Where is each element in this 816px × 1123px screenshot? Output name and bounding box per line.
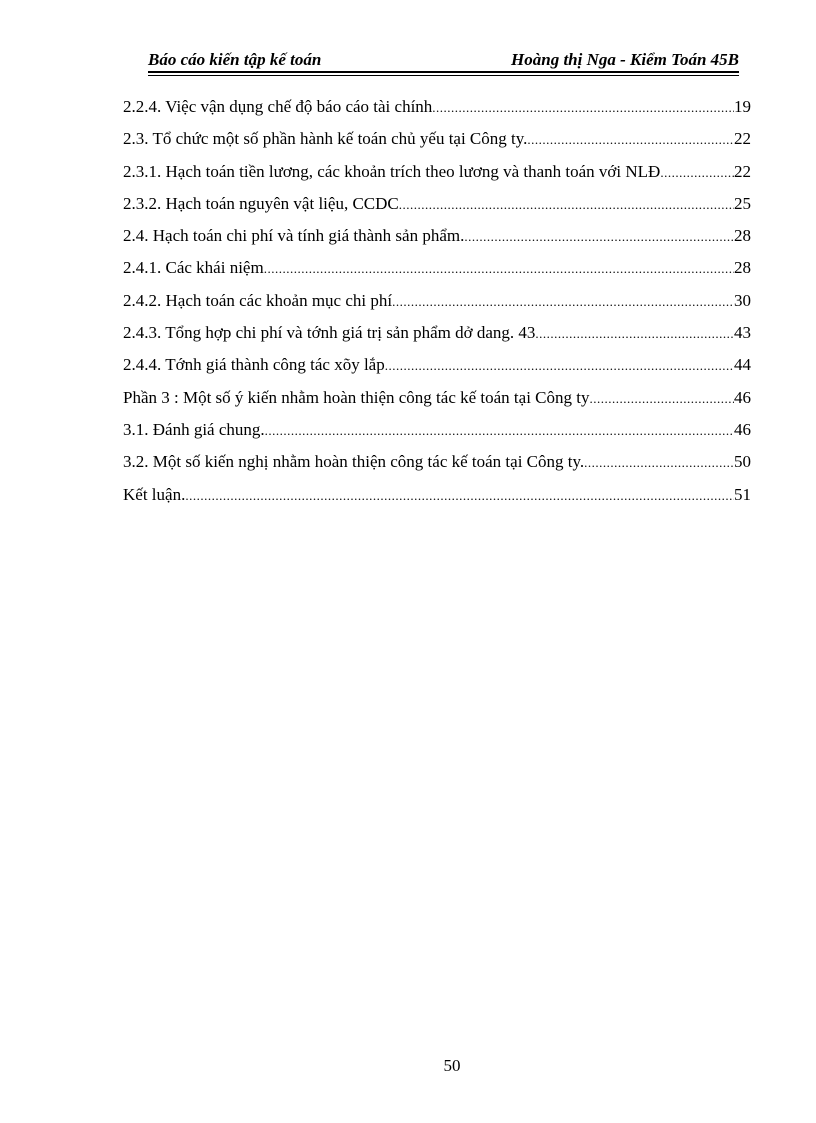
toc-entry-title: 2.4.2. Hạch toán các khoản mục chi phí — [123, 290, 393, 310]
toc-entry — [123, 224, 751, 256]
toc-entry-page: 28 — [734, 258, 751, 278]
toc-dot-leader — [392, 290, 734, 314]
toc-entry-page: 22 — [734, 161, 751, 181]
toc-dot-leader — [584, 451, 734, 475]
toc-entry-page: 28 — [734, 226, 751, 246]
toc-entry — [123, 483, 751, 515]
toc-entry — [123, 95, 751, 127]
toc-entry-title: 2.4.1. Các khái niệm — [123, 258, 264, 278]
toc-entry-title: 3.2. Một số kiến nghị nhằm hoàn thiện công tác kế toán tại Công ty. — [123, 452, 585, 472]
toc-dot-leader — [399, 193, 734, 217]
toc-dot-leader — [265, 419, 734, 443]
header-report-title: Báo cáo kiến tập kế toán — [148, 50, 322, 69]
toc-dot-leader — [432, 96, 734, 120]
toc-entry — [123, 386, 751, 418]
toc-dot-leader — [185, 484, 734, 508]
toc-dot-leader — [660, 161, 734, 185]
page-number: 50 — [443, 1056, 461, 1075]
table-of-contents — [123, 95, 751, 515]
toc-entry — [123, 321, 751, 353]
toc-entry-title: Kết luận. — [123, 484, 186, 504]
toc-entry-page: 43 — [734, 323, 751, 343]
toc-dot-leader — [535, 322, 734, 346]
toc-entry-title: 2.4.3. Tổng hợp chi phí và tớnh giá trị sản phẩm dở dang. 43 — [123, 323, 536, 343]
header-rule-thick — [148, 71, 739, 73]
toc-entry-page: 51 — [734, 484, 751, 504]
toc-entry — [123, 353, 751, 385]
toc-entry-title: 3.1. Đánh giá chung. — [123, 419, 265, 439]
header-author: Hoàng thị Nga - Kiểm Toán 45B — [511, 50, 739, 69]
header-rule-thin — [148, 75, 739, 76]
toc-entry-title: 2.4.4. Tớnh giá thành công tác xõy lắp — [123, 355, 385, 375]
toc-entry-page: 25 — [734, 193, 751, 213]
toc-entry-page: 46 — [734, 419, 751, 439]
toc-entry-page: 46 — [734, 387, 751, 407]
toc-entry-page: 19 — [734, 97, 751, 116]
toc-entry-title: 2.4. Hạch toán chi phí và tính giá thành sản phẩm. — [123, 226, 465, 246]
toc-dot-leader — [264, 257, 734, 281]
toc-entry-title: Phần 3 : Một số ý kiến nhằm hoàn thiện công tác kế toán tại Công ty — [123, 387, 590, 407]
toc-entry — [123, 289, 751, 321]
toc-entry — [123, 160, 751, 192]
toc-entry — [123, 418, 751, 450]
toc-entry-title: 2.3.1. Hạch toán tiền lương, các khoản trích theo lương và thanh toán với NLĐ — [123, 161, 661, 181]
toc-entry-title: 2.3.2. Hạch toán nguyên vật liệu, CCDC — [123, 193, 399, 213]
toc-entry-page: 44 — [734, 355, 751, 375]
toc-entry — [123, 450, 751, 482]
toc-entry — [123, 192, 751, 224]
page-header — [148, 50, 739, 72]
toc-entry — [123, 256, 751, 288]
toc-dot-leader — [527, 128, 734, 152]
toc-entry-page: 30 — [734, 290, 751, 310]
toc-entry-title: 2.2.4. Việc vận dụng chế độ báo cáo tài chính — [123, 97, 433, 116]
toc-dot-leader — [464, 225, 734, 249]
toc-entry-page: 22 — [734, 129, 751, 149]
toc-dot-leader — [589, 387, 734, 411]
toc-entry-page: 50 — [734, 452, 751, 472]
toc-dot-leader — [385, 354, 734, 378]
toc-entry-title: 2.3. Tổ chức một số phần hành kế toán chủ yếu tại Công ty. — [123, 129, 528, 149]
toc-entry — [123, 127, 751, 159]
